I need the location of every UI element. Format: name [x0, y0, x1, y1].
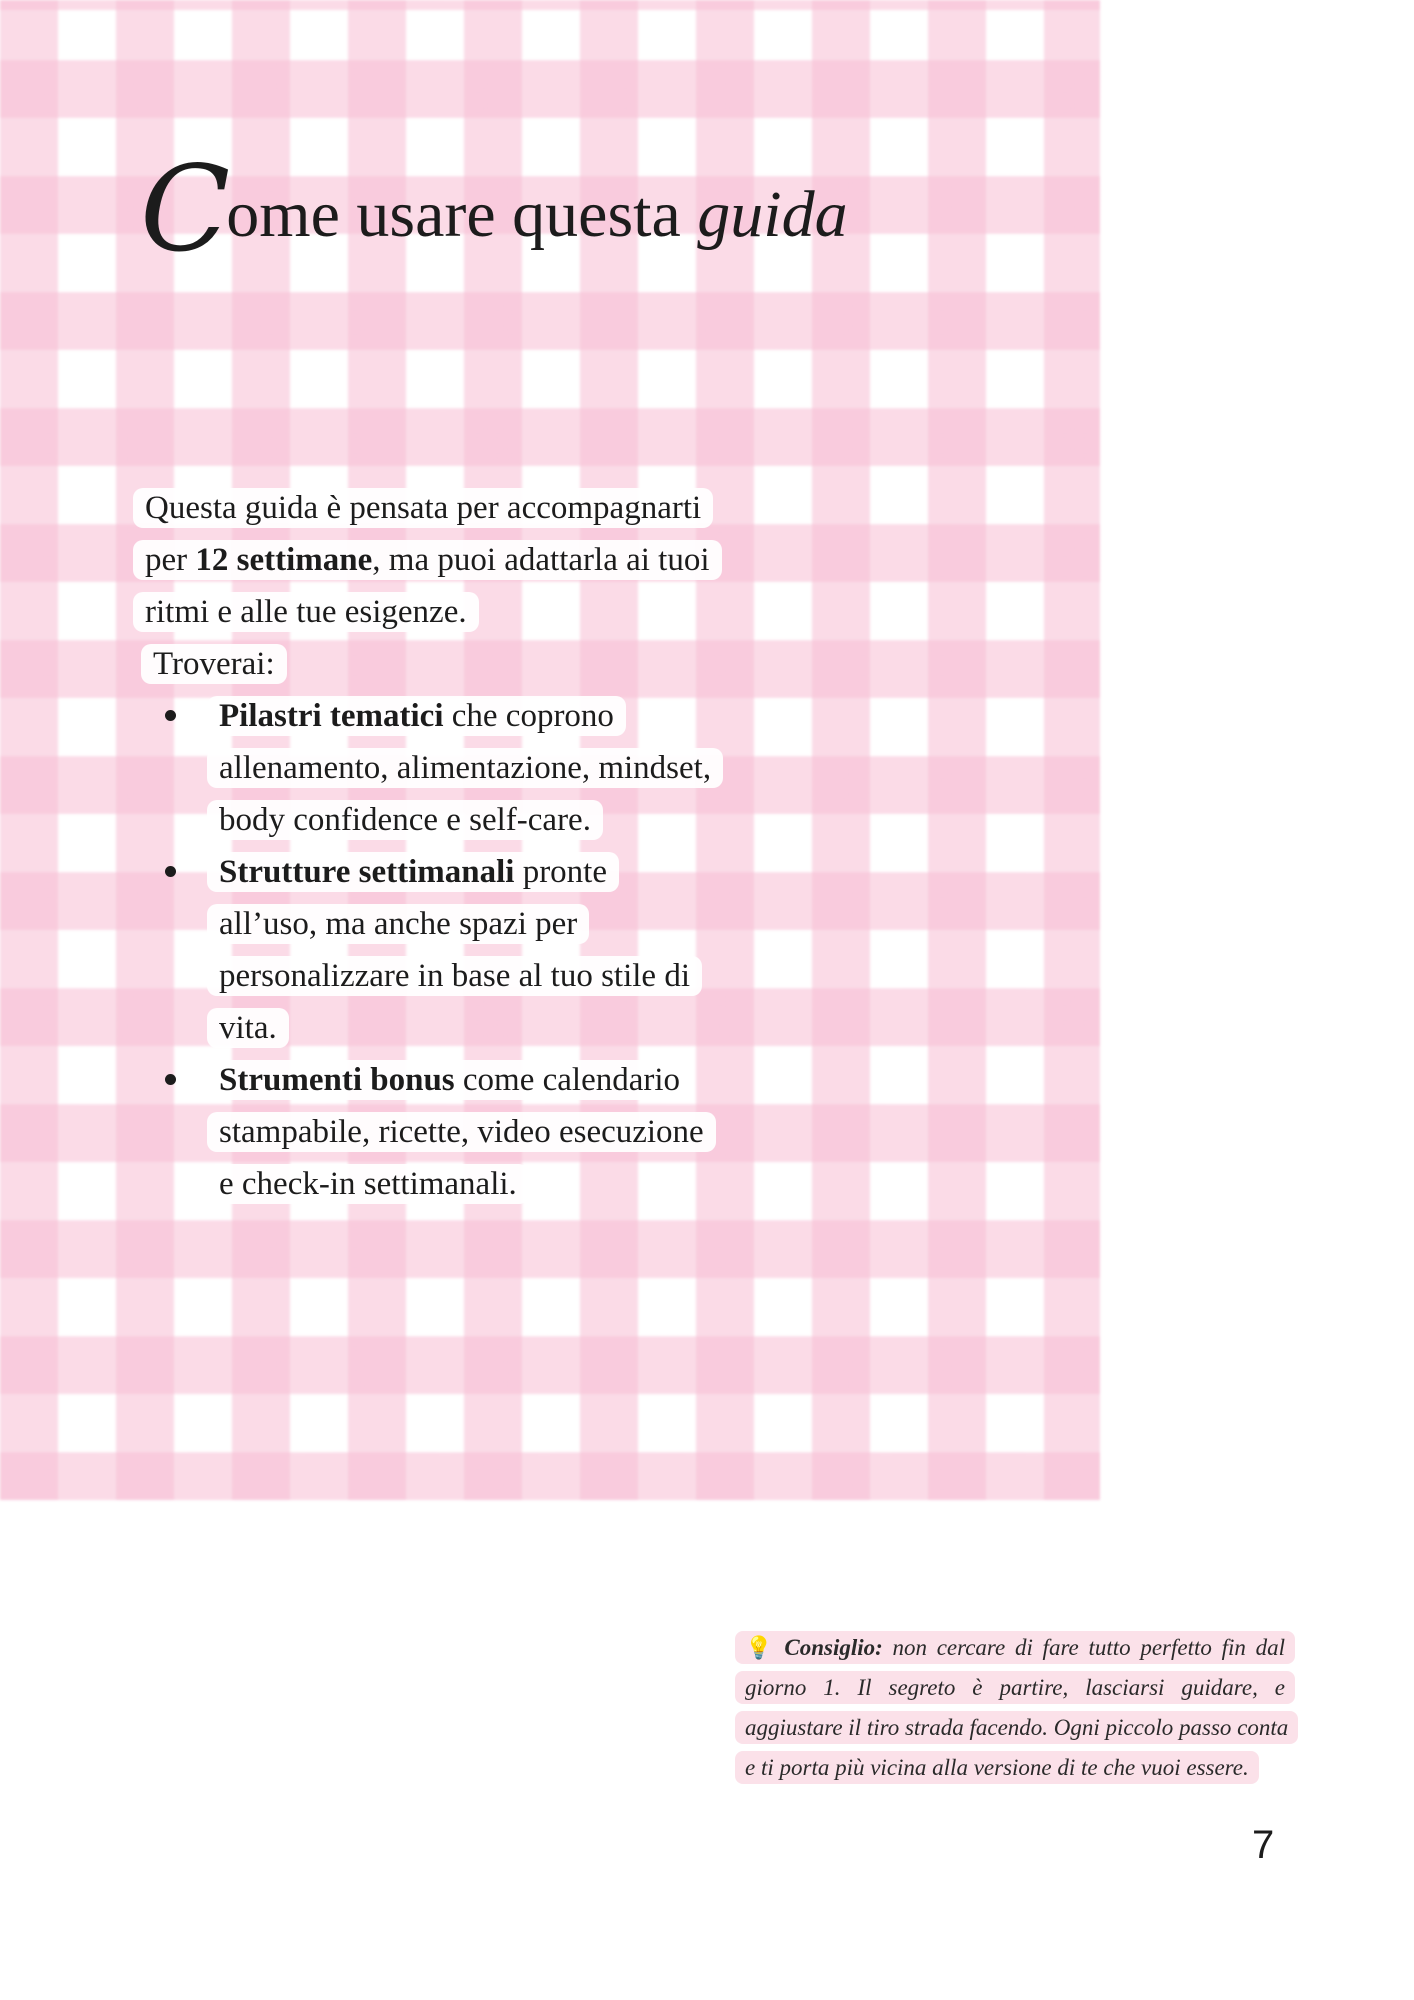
features-list	[133, 690, 713, 1210]
item-text: che coprono allenamento, alimentazione, mindset, body confidence e self-care.	[219, 698, 712, 838]
bullet-icon	[165, 710, 176, 721]
list-item	[207, 690, 713, 846]
intro-paragraph	[133, 482, 713, 638]
guide-description	[133, 482, 713, 1210]
title-main: ome usare questa	[226, 178, 698, 251]
bullet-icon	[165, 866, 176, 877]
list-item	[207, 846, 713, 1054]
intro-text-before: Questa guida è pensata per accompagnarti per	[145, 490, 702, 578]
intro-text-after: , ma puoi adattarla ai tuoi ritmi e alle tue esigenze.	[145, 542, 710, 630]
intro-duration: 12 settimane	[195, 542, 373, 578]
item-lead: Pilastri tematici	[219, 698, 444, 734]
list-item	[207, 1054, 713, 1210]
item-lead: Strutture settimanali	[219, 854, 515, 890]
item-text: come calendario stampabile, ricette, video esecuzione e check-in settimanali.	[219, 1062, 704, 1202]
tip-label: Consiglio:	[784, 1635, 883, 1660]
lightbulb-icon: 💡	[745, 1635, 777, 1660]
item-lead: Strumenti bonus	[219, 1062, 455, 1098]
page-title	[140, 140, 848, 278]
item-text: pronte all’uso, ma anche spazi per personalizzare in base al tuo stile di vita.	[219, 854, 690, 1046]
troverai-label: Troverai:	[133, 638, 713, 690]
bullet-icon	[165, 1074, 176, 1085]
title-emphasis: guida	[697, 178, 848, 251]
tip-box	[735, 1628, 1295, 1788]
page-number: 7	[1252, 1823, 1275, 1867]
title-initial: C	[140, 140, 231, 278]
tip-text: non cercare di fare tutto perfetto fin dal giorno 1. Il segreto è partire, lasciarsi guidare, e aggiustare il tiro strada facendo. Ogni piccolo passo conta e ti porta più vicina alla versione di te che vuoi essere.	[745, 1635, 1289, 1780]
